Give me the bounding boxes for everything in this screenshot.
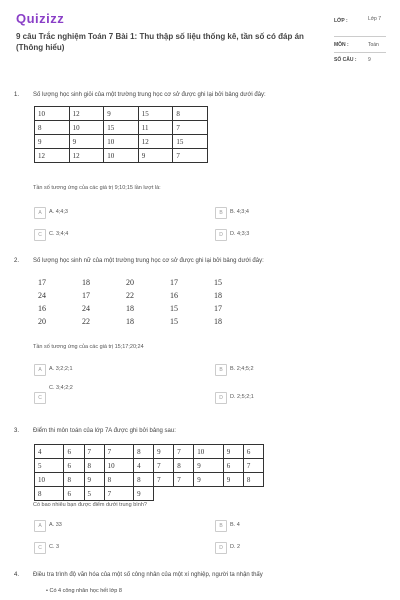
table-row	[35, 487, 264, 501]
divider	[334, 36, 386, 37]
option-text: D. 2	[230, 544, 241, 550]
page-title: 9 câu Trắc nghiệm Toán 7 Bài 1: Thu thập số liệu thống kê, tần số có đáp án (Thông hiểu)	[16, 32, 304, 52]
table-cell: 7	[104, 445, 133, 459]
table-cell: 10	[194, 445, 223, 459]
question-text: Số lượng học sinh giỏi của một trường trung học cơ sở được ghi lại bởi bảng dưới đây:	[33, 92, 266, 98]
table-cell: 7	[174, 473, 194, 487]
bullet-item: • Có 4 công nhân học hết lớp 8	[46, 588, 122, 594]
table-cell: 9	[69, 135, 104, 149]
table-row	[35, 445, 264, 459]
table-row	[34, 289, 254, 302]
table-row	[35, 135, 208, 149]
table-cell: 10	[104, 149, 139, 163]
table-cell: 8	[173, 107, 208, 121]
option-letter: B	[215, 520, 227, 532]
table-cell: 20	[38, 317, 46, 326]
table-cell: 9	[194, 473, 223, 487]
table-cell: 12	[69, 107, 104, 121]
table-cell: 17	[214, 304, 222, 313]
table-cell: 8	[64, 473, 84, 487]
data-table	[34, 444, 264, 501]
table-cell: 7	[174, 445, 194, 459]
divider	[334, 52, 386, 53]
option-letter: D	[215, 392, 227, 404]
table-cell: 10	[104, 459, 133, 473]
option-letter: A	[34, 207, 46, 219]
table-row	[35, 149, 208, 163]
table-cell: 24	[38, 291, 46, 300]
count-value: 9	[368, 57, 371, 63]
table-cell: 5	[84, 487, 104, 501]
table-cell: 7	[243, 459, 263, 473]
option-letter: B	[215, 207, 227, 219]
option-letter: A	[34, 364, 46, 376]
table-cell: 9	[84, 473, 104, 487]
table-cell: 8	[104, 473, 133, 487]
table-cell: 15	[214, 278, 222, 287]
option-letter: C	[34, 542, 46, 554]
table-cell: 5	[35, 459, 64, 473]
table-cell: 6	[64, 459, 84, 473]
class-label: LỚP :	[334, 18, 348, 24]
table-cell: 18	[214, 317, 222, 326]
table-cell: 10	[69, 121, 104, 135]
table-cell: 10	[35, 107, 70, 121]
class-value: Lớp 7	[368, 16, 382, 22]
table-cell: 24	[82, 304, 90, 313]
table-cell: 17	[82, 291, 90, 300]
option-text: B. 4	[230, 522, 240, 528]
table-cell: 15	[170, 317, 178, 326]
table-row	[35, 459, 264, 473]
table-row	[34, 276, 254, 289]
option-text: A. 3;2;2;1	[49, 366, 73, 372]
table-cell: 16	[38, 304, 46, 313]
option-letter: C	[34, 229, 46, 241]
table-cell: 18	[126, 317, 134, 326]
question-subtext: Tần số tương ứng của các giá trị 15;17;20;24	[33, 344, 144, 350]
table-row	[35, 107, 208, 121]
table-cell: 7	[173, 149, 208, 163]
option-text: D. 2;5;2;1	[230, 394, 254, 400]
table-row	[35, 473, 264, 487]
table-cell: 8	[134, 445, 154, 459]
table-cell: 15	[173, 135, 208, 149]
table-cell: 18	[214, 291, 222, 300]
table-cell: 8	[84, 459, 104, 473]
logo: Quizizz	[16, 11, 65, 26]
option-text: A. 4;4;3	[49, 209, 68, 215]
table-cell: 22	[82, 317, 90, 326]
table-cell: 9	[223, 445, 243, 459]
table-cell: 8	[35, 121, 70, 135]
question-text: Điểm thi môn toán của lớp 7A được ghi bởi bảng sau:	[33, 428, 176, 434]
table-cell: 8	[174, 459, 194, 473]
subject-value: Toán	[368, 42, 379, 48]
table-cell: 10	[35, 473, 64, 487]
count-label: SỐ CÂU :	[334, 57, 357, 63]
table-cell: 12	[69, 149, 104, 163]
table-cell: 8	[243, 473, 263, 487]
question-subtext: Có bao nhiêu bạn được điểm dưới trung bình?	[33, 502, 147, 508]
option-text: C. 3;4;4	[49, 231, 69, 237]
table-cell: 8	[35, 487, 64, 501]
table-cell: 4	[35, 445, 64, 459]
table-cell: 6	[223, 459, 243, 473]
table-cell: 6	[243, 445, 263, 459]
table-cell: 7	[173, 121, 208, 135]
question-text: Số lượng học sinh nữ của một trường trung học cơ sở được ghi lại bởi bảng dưới đây:	[33, 258, 264, 264]
table-cell: 10	[104, 135, 139, 149]
subject-label: MÔN :	[334, 42, 349, 48]
table-cell: 12	[138, 135, 173, 149]
table-cell: 15	[170, 304, 178, 313]
option-letter: D	[215, 229, 227, 241]
table-cell: 11	[138, 121, 173, 135]
option-letter: C	[34, 392, 46, 404]
table-cell: 6	[64, 487, 84, 501]
table-row	[35, 121, 208, 135]
option-text: A. 33	[49, 522, 62, 528]
question-number: 2.	[14, 258, 20, 264]
table-cell: 4	[134, 459, 154, 473]
table-cell: 9	[104, 107, 139, 121]
table-cell: 15	[104, 121, 139, 135]
question-number: 3.	[14, 428, 20, 434]
option-letter: A	[34, 520, 46, 532]
table-cell: 18	[82, 278, 90, 287]
table-cell: 7	[84, 445, 104, 459]
table-row	[34, 302, 254, 315]
table-cell: 9	[138, 149, 173, 163]
table-cell: 17	[38, 278, 46, 287]
table-row	[34, 315, 254, 328]
data-table	[34, 276, 254, 328]
option-letter: B	[215, 364, 227, 376]
table-cell: 9	[154, 445, 174, 459]
table-cell: 16	[170, 291, 178, 300]
table-cell: 9	[194, 459, 223, 473]
table-cell: 22	[126, 291, 134, 300]
table-cell: 15	[138, 107, 173, 121]
table-cell: 17	[170, 278, 178, 287]
table-cell: 18	[126, 304, 134, 313]
table-cell: 20	[126, 278, 134, 287]
question-subtext: Tần số tương ứng của các giá trị 9;10;15 lần lượt là:	[33, 185, 161, 191]
data-table	[34, 106, 208, 163]
question-number: 4.	[14, 572, 20, 578]
table-cell: 7	[154, 459, 174, 473]
option-text: B. 2;4;5;2	[230, 366, 254, 372]
table-cell: 7	[154, 473, 174, 487]
option-letter: D	[215, 542, 227, 554]
option-text: D. 4;3;3	[230, 231, 250, 237]
table-cell: 7	[104, 487, 133, 501]
option-text: C. 3;4;2;2	[49, 385, 73, 391]
table-cell: 9	[134, 487, 154, 501]
table-cell: 9	[35, 135, 70, 149]
option-text: C. 3	[49, 544, 60, 550]
question-number: 1.	[14, 92, 20, 98]
option-text: B. 4;3;4	[230, 209, 249, 215]
table-cell: 12	[35, 149, 70, 163]
table-cell: 6	[64, 445, 84, 459]
table-cell: 8	[134, 473, 154, 487]
question-text: Điều tra trình độ văn hóa của một số công nhân của một xí nghiệp, người ta nhận thấy	[33, 572, 263, 578]
bullet-text: Có 4 công nhân học hết lớp 8	[49, 588, 122, 594]
table-cell: 9	[223, 473, 243, 487]
